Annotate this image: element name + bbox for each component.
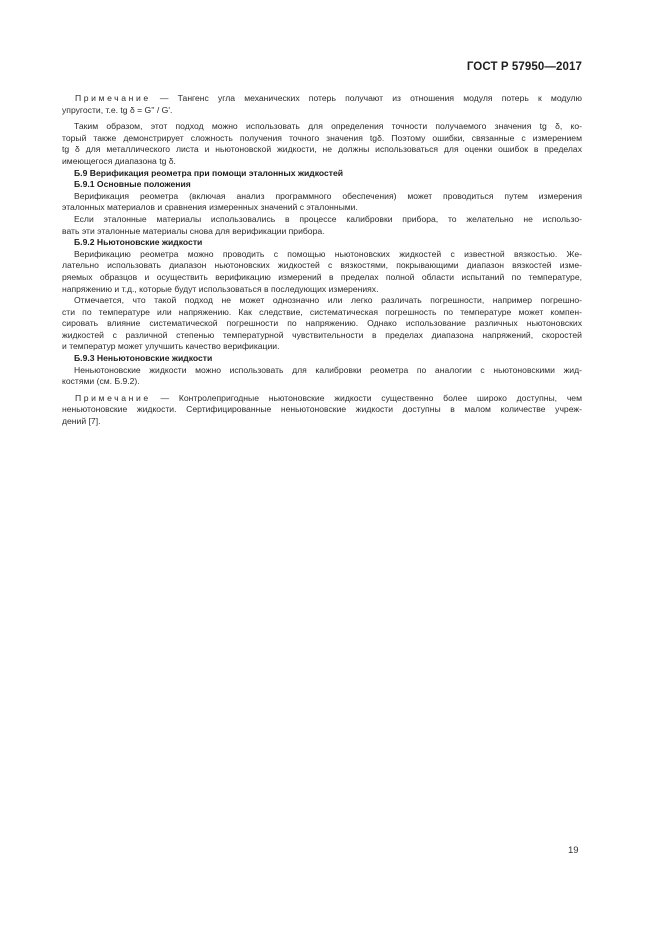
- paragraph-line: имеющегося диапазона tg δ.: [62, 155, 176, 166]
- paragraph-line: вать эти эталонные материалы снова для верификации прибора.: [62, 225, 325, 236]
- paragraph-line: жидкостей с различной степенью температурной чувствительности в пределах диапазона напряжений, скоростей: [62, 329, 582, 340]
- paragraph-line: и температур может улучшить качество верификации.: [62, 341, 280, 352]
- paragraph-line: tg δ для металлического листа и ньютоновской жидкости, не должны использоваться для оценки ошибок в пределах: [62, 144, 582, 155]
- note-1-label: Примечание: [75, 93, 151, 103]
- paragraph-line: торый также демонстрирует сложность получения точного значения tgδ. Поэтому ошибки, связанные с измерением: [62, 132, 582, 143]
- note-1-text: — Тангенс угла механических потерь получают из отношения модуля потерь к модулю: [150, 93, 582, 103]
- paragraph-line: Таким образом, этот подход можно использовать для определения точности получаемого значения tg δ, ко-: [74, 121, 582, 132]
- document-header: ГОСТ Р 57950—2017: [466, 61, 582, 73]
- note-2-line-2: неньютоновские жидкости. Сертифицированные неньютоновские жидкости доступны в малом количестве учреж-: [62, 404, 582, 415]
- note-2-text: — Контролепригодные ньютоновские жидкости существенно более широко доступны, чем: [150, 392, 582, 403]
- section-heading-b91: Б.9.1 Основные положения: [74, 179, 191, 190]
- section-heading-b9: Б.9 Верификация реометра при помощи эталонных жидкостей: [74, 167, 344, 178]
- paragraph-line: Отмечается, что такой подход не может однозначно или легко различать погрешности, например погрешно-: [74, 295, 582, 306]
- note-1-line-1: [62, 93, 582, 105]
- note-2-label: Примечание: [75, 392, 151, 403]
- note-2-line-3: дений [7].: [62, 416, 101, 427]
- paragraph-line: сировать влияние систематической погрешности по напряжению. Однако использование различных ньютоновских: [62, 318, 582, 329]
- note-1-line-2: упругости, т.е. tg δ = G'' / G'.: [62, 104, 173, 115]
- b92-paragraph-2: [62, 295, 582, 353]
- page-number: 19: [568, 845, 579, 856]
- section-heading-b93: Б.9.3 Неньютоновские жидкости: [74, 353, 213, 364]
- document-body: [62, 93, 582, 428]
- b92-paragraph-1: [62, 249, 582, 295]
- paragraph-line: костями (см. Б.9.2).: [62, 376, 140, 387]
- paragraph-line: сти по температуре или напряжению. Как следствие, систематическая погрешность по температуре может компен-: [62, 306, 582, 317]
- note-2-line-1: [62, 393, 582, 405]
- paragraph-line: напряжению и т.д., которые будут использоваться в последующих измерениях.: [62, 283, 379, 294]
- note-1: [62, 93, 582, 116]
- b91-paragraph-1: [62, 191, 582, 214]
- paragraph-line: лательно использовать диапазон ньютоновских жидкостей с вязкостями, покрывающими диапазон вязкостей изме-: [62, 260, 582, 271]
- paragraph-line: Неньютоновские жидкости можно использовать для калибровки реометра по аналогии с ньютоновскими жид-: [74, 364, 582, 375]
- b93-paragraph-1: [62, 365, 582, 388]
- paragraph-line: Верификация реометра (включая анализ программного обеспечения) может проводиться путем измерения: [74, 190, 582, 201]
- paragraph-line: эталонных материалов и сравнения измеренных значений с эталонными.: [62, 202, 358, 213]
- paragraph-line: ряемых образцов и осуществить верификацию измерений в пределах полной области испытаний по температуре,: [62, 271, 582, 282]
- section-heading-b92: Б.9.2 Ньютоновские жидкости: [74, 237, 203, 248]
- paragraph-1: [62, 121, 582, 167]
- b91-paragraph-2: [62, 214, 582, 237]
- note-2: [62, 393, 582, 428]
- paragraph-line: Если эталонные материалы использовались в процессе калибровки прибора, то желательно не использо-: [74, 213, 582, 224]
- paragraph-line: Верификацию реометра можно проводить с помощью ньютоновских жидкостей с известной вязкостью. Же-: [74, 248, 582, 259]
